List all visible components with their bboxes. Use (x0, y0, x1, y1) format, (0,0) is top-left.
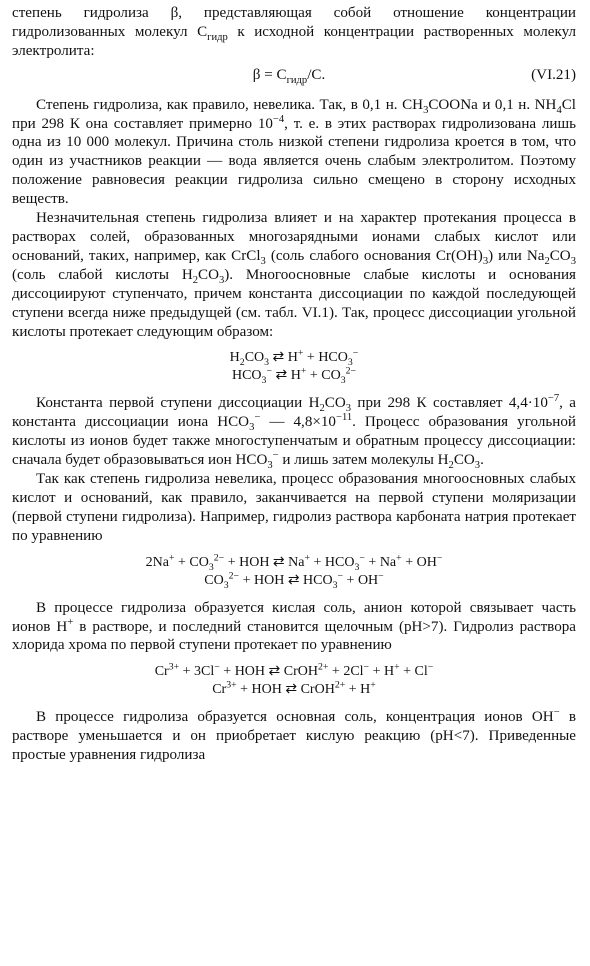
equation-line: $H_2CO_3$ ⇄ $H^+ + HCO_3^-$ (229, 347, 359, 369)
paragraph-degree-definition: степень гидролиза β, представляющая собой отношение концентрации гидролизованных молекул $C_{гидр}$ к исходной концентрации растворенных молекул электролита: (12, 5, 577, 59)
equations-chromium-chloride (12, 663, 576, 699)
equation-line: $2Na^+ + CO_3^{2-}$ + HOH ⇄ $Na^+ + HCO_3^- + Na^+ + OH^-$ (145, 552, 443, 573)
equations-carbonic-acid (12, 349, 576, 385)
paragraph-low-degree: Степень гидролиза, как правило, невелика. Так, в 0,1 н. $CH_3COONa$ и 0,1 н. $NH_4Cl$ при 298 К она составляет примерно $10^{-4}$, т. е. в этих растворах гидролизована лишь одна из 10 000 молекул. Причина столь низкой степени гидролиза кроется в том, что один из участников реакции — вода является очень слабым электролитом. Поэтому положение равновесия реакции гидролиза сильно смещено в сторону исходных веществ. (12, 96, 576, 208)
paragraph-basic-salt: В процессе гидролиза образуется основная соль, концентрация ионов OH− в растворе уменьшается и он приобретает кислую реакцию (pH<7). Приведенные простые уравнения гидролиза (12, 707, 576, 764)
equation-line: $HCO_3^-$ ⇄ $H^+ + CO_3^{2-}$ (231, 365, 357, 387)
paragraph-acid-salt: В процессе гидролиза образуется кислая соль, анион которой связывает часть ионов H+ в растворе, и последний становится щелочным (pH>7). Гидролиз раствора хлорида хрома по первой ступени протекает по уравнению (12, 599, 576, 654)
paragraph-constants: Константа первой ступени диссоциации $H_2CO_3$ при 298 К составляет $4,4\cdot 10^{-7}$, а константа диссоциации иона $HCO_3^-$ — $4,8\times 10^{-11}$. Процесс образования угольной кислоты из ионов будет также многоступенчатым и обратным процессу диссоциации: сначала будет образовываться ион $HCO_3^-$ и лишь затем молекулы $H_2CO_3$. (12, 393, 576, 472)
equations-sodium-carbonate (12, 554, 576, 590)
equation-beta: $\beta = C_{гидр}/C$. (252, 66, 326, 86)
equation-number: (VI.21) (531, 66, 576, 83)
equation-vi21 (12, 66, 576, 85)
equation-line: $Cr^{3+}$ + HOH ⇄ CrOH$^{2+}$ + H+ (212, 679, 376, 698)
equation-line: $Cr^{3+} + 3Cl^-$ + HOH ⇄ CrOH$^{2+}$ + 2Cl− + H+ + Cl− (154, 661, 434, 680)
paragraph-first-step: Так как степень гидролиза невелика, процесс образования многоосновных слабых кислот и оснований, как правило, заканчивается на первой ступени моляризации (первой ступени гидролиза). Например, гидролиз раствора карбоната натрия протекает по уравнению (12, 471, 576, 544)
equation-line: $CO_3^{2-}$ + HOH ⇄ $HCO_3^- + OH^-$ (204, 570, 384, 591)
paragraph-stepwise: Незначительная степень гидролиза влияет и на характер протекания процесса в растворах солей, образованных многозарядными ионами слабых кислот или оснований, таких, например, как CrCl$_3$ (соль слабого основания $Cr(OH)_3$) или $Na_2CO_3$ (соль слабой кислоты $H_2CO_3$). Многоосновные слабые кислоты и основания диссоциируют ступенчато, причем константа диссоциации по каждой последующей ступени всегда ниже предыдущей (см. табл. VI.1). Так, процесс диссоциации угольной кислоты протекает следующим образом: (12, 210, 576, 340)
